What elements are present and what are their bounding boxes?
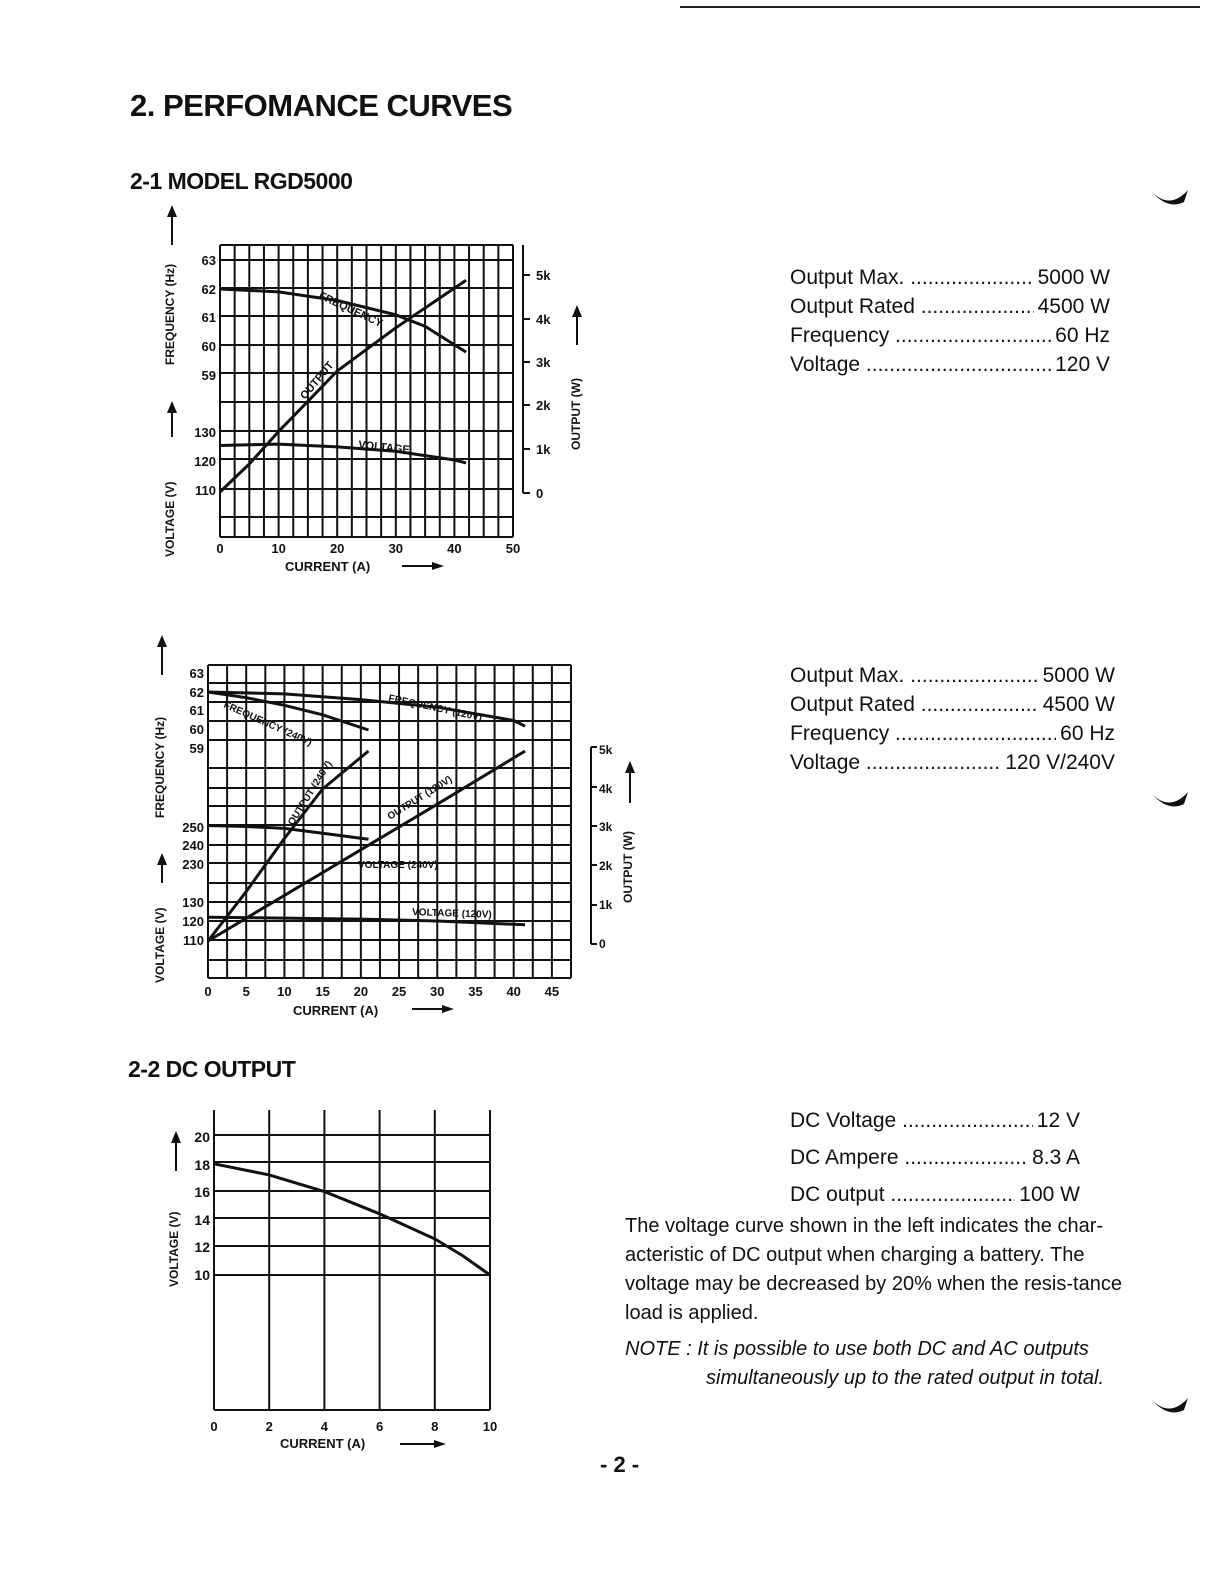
output-tick-label: 5k <box>536 268 551 283</box>
volt-tick-label: 130 <box>194 425 216 440</box>
output-tick-label: 0 <box>599 937 606 951</box>
spec-label: Voltage ..... <box>790 350 1051 379</box>
output-axis-arrow-head <box>625 761 635 773</box>
volt-tick-label: 120 <box>182 914 204 929</box>
spec-value: 4500 W <box>1037 295 1110 318</box>
x-tick-label: 25 <box>391 984 407 999</box>
curve-label-frequency-240v: FREQUENCY (240V) <box>221 699 314 749</box>
section-heading-rgd5000: 2-1 MODEL RGD5000 <box>130 168 353 194</box>
volt-tick-label: 240 <box>182 838 204 853</box>
binder-mark-icon <box>1150 790 1190 812</box>
spec-value: 5000 W <box>1042 664 1115 687</box>
x-tick-label: 10 <box>271 541 286 556</box>
curve-dc-voltage <box>214 1164 490 1275</box>
output-tick-label: 0 <box>536 486 544 501</box>
chart-rgd5000-dual-voltage <box>150 635 640 1025</box>
page-title: 2. PERFOMANCE CURVES <box>130 88 513 123</box>
spec-value: 8.3 A <box>1032 1146 1080 1169</box>
curve-label-output-240v: OUTPUT (240V) <box>286 759 335 828</box>
spec-label: Output Max. ..... <box>790 263 1034 292</box>
x-axis-arrow-head <box>434 1440 446 1448</box>
x-tick-label: 10 <box>482 1419 498 1434</box>
x-tick-label: 45 <box>544 984 560 999</box>
spec-label: Frequency ..... <box>790 719 1056 748</box>
chart-dc-output <box>150 1105 520 1455</box>
spec-row <box>790 1102 1080 1139</box>
freq-axis-arrow-head <box>157 635 167 647</box>
binder-mark-icon <box>1150 1396 1190 1418</box>
volt-axis-arrow-head <box>171 1131 181 1143</box>
y-axis-label-voltage: VOLTAGE (V) <box>167 1211 181 1287</box>
output-tick-label: 2k <box>536 398 551 413</box>
spec-row <box>790 321 1110 350</box>
x-tick-label: 30 <box>388 541 404 556</box>
spec-label: Voltage ..... <box>790 748 1001 777</box>
x-tick-label: 5 <box>242 984 250 999</box>
output-tick-label: 2k <box>599 859 613 873</box>
curve-label-frequency-120v: FREQUENCY (120V) <box>387 693 483 724</box>
x-tick-label: 35 <box>468 984 483 999</box>
spec-value: 100 W <box>1019 1183 1080 1206</box>
spec-row <box>790 661 1115 690</box>
spec-label: Output Rated ..... <box>790 292 1034 321</box>
output-tick-label: 1k <box>599 898 613 912</box>
spec-label: DC output ..... <box>790 1176 1015 1213</box>
volt-tick-label: 230 <box>182 857 204 872</box>
freq-tick-label: 61 <box>189 703 204 718</box>
freq-tick-label: 63 <box>189 666 204 681</box>
curve-label-voltage-240v: VOLTAGE (240V) <box>358 860 438 871</box>
x-tick-label: 6 <box>375 1419 384 1434</box>
spec-row <box>790 748 1115 777</box>
y-tick-label: 18 <box>194 1157 210 1173</box>
x-tick-label: 2 <box>265 1419 273 1434</box>
spec-row <box>790 690 1115 719</box>
curve-label-voltage: VOLTAGE <box>357 439 411 457</box>
y-tick-label: 10 <box>194 1267 210 1283</box>
output-tick-label: 3k <box>599 820 613 834</box>
x-tick-label: 15 <box>315 984 330 999</box>
spec-value: 4500 W <box>1042 693 1115 716</box>
y-tick-label: 16 <box>194 1184 210 1200</box>
x-axis-label: CURRENT (A) <box>293 1003 379 1018</box>
volt-tick-label: 110 <box>183 933 204 948</box>
x-tick-label: 0 <box>204 984 212 999</box>
volt-tick-label: 250 <box>182 820 204 835</box>
binder-mark-icon <box>1150 188 1190 210</box>
note-line-2: simultaneously up to the rated output in total. <box>706 1367 1105 1389</box>
freq-tick-label: 63 <box>201 253 216 268</box>
spec-label: DC Voltage ..... <box>790 1102 1033 1139</box>
curve-label-output-120v: OUTPUT (120V) <box>385 774 455 823</box>
output-tick-label: 1k <box>536 442 551 457</box>
y-tick-label: 12 <box>194 1239 210 1255</box>
spec-row <box>790 719 1115 748</box>
x-axis-arrow-head <box>442 1005 454 1013</box>
curve-label-output: OUTPUT <box>298 359 337 402</box>
y-axis-label-output: OUTPUT (W) <box>569 378 583 450</box>
spec-value: 120 V <box>1055 353 1110 376</box>
chart-rgd5000-120v <box>150 205 590 585</box>
y-axis-label-frequency: FREQUENCY (Hz) <box>153 716 167 818</box>
spec-row <box>790 292 1110 321</box>
volt-axis-arrow-head <box>167 401 177 413</box>
volt-tick-label: 130 <box>182 895 204 910</box>
spec-value: 60 Hz <box>1055 324 1110 347</box>
freq-axis-arrow-head <box>167 205 177 217</box>
y-axis-label-voltage: VOLTAGE (V) <box>153 907 167 983</box>
output-tick-label: 5k <box>599 743 613 757</box>
spec-value: 60 Hz <box>1060 722 1115 745</box>
spec-row <box>790 350 1110 379</box>
y-axis-label-frequency: FREQUENCY (Hz) <box>163 263 177 365</box>
freq-tick-label: 62 <box>201 282 216 297</box>
spec-value: 5000 W <box>1037 266 1110 289</box>
page-number: - 2 - <box>600 1452 640 1477</box>
section-heading-dc-output: 2-2 DC OUTPUT <box>128 1056 296 1082</box>
x-axis-arrow-head <box>432 562 444 570</box>
spec-value: 120 V/240V <box>1005 751 1115 774</box>
x-tick-label: 50 <box>505 541 521 556</box>
freq-tick-label: 60 <box>201 339 216 354</box>
freq-tick-label: 60 <box>189 722 204 737</box>
spec-value: 12 V <box>1036 1109 1080 1132</box>
freq-tick-label: 59 <box>189 741 204 756</box>
output-tick-label: 3k <box>536 355 551 370</box>
y-axis-label-voltage: VOLTAGE (V) <box>163 481 177 557</box>
freq-tick-label: 61 <box>201 310 216 325</box>
curve-label-voltage-120v: VOLTAGE (120V) <box>411 907 492 921</box>
x-tick-label: 30 <box>430 984 445 999</box>
x-tick-label: 4 <box>320 1419 329 1434</box>
freq-tick-label: 62 <box>189 685 204 700</box>
note-line-1: NOTE : It is possible to use both DC and AC outputs <box>625 1338 1089 1360</box>
x-tick-label: 20 <box>329 541 345 556</box>
x-axis-label: CURRENT (A) <box>285 559 371 574</box>
spec-row <box>790 1176 1080 1213</box>
header-rule <box>680 6 1200 8</box>
freq-tick-label: 59 <box>201 368 216 383</box>
spec-list-dc <box>790 1102 1080 1213</box>
output-tick-label: 4k <box>536 312 551 327</box>
spec-label: DC Ampere ..... <box>790 1139 1028 1176</box>
y-tick-label: 20 <box>194 1129 210 1145</box>
x-tick-label: 40 <box>447 541 462 556</box>
spec-row <box>790 263 1110 292</box>
spec-label: Output Rated ..... <box>790 690 1039 719</box>
curve-label-frequency: FREQUENCY <box>316 289 385 330</box>
spec-list-120v <box>790 263 1110 379</box>
volt-tick-label: 110 <box>195 483 216 498</box>
volt-axis-arrow-head <box>157 853 167 865</box>
output-axis-arrow-head <box>572 305 582 317</box>
spec-label: Frequency ..... <box>790 321 1051 350</box>
curve-frequency <box>220 289 466 352</box>
y-tick-label: 14 <box>194 1212 210 1228</box>
x-tick-label: 10 <box>277 984 292 999</box>
x-tick-label: 40 <box>506 984 521 999</box>
volt-tick-label: 120 <box>194 454 216 469</box>
x-tick-label: 0 <box>216 541 224 556</box>
x-axis-label: CURRENT (A) <box>280 1436 366 1451</box>
output-tick-label: 4k <box>599 782 613 796</box>
spec-label: Output Max. ..... <box>790 661 1039 690</box>
dc-description-paragraph: The voltage curve shown in the left indicates the char-acteristic of DC output when charging a battery. The voltage may be decreased by 20% when the resis-tance load is applied. <box>625 1215 1122 1324</box>
x-tick-label: 20 <box>353 984 369 999</box>
spec-list-dual-voltage <box>790 661 1115 777</box>
spec-row <box>790 1139 1080 1176</box>
x-tick-label: 8 <box>431 1419 439 1434</box>
x-tick-label: 0 <box>210 1419 218 1434</box>
y-axis-label-output: OUTPUT (W) <box>621 831 635 903</box>
